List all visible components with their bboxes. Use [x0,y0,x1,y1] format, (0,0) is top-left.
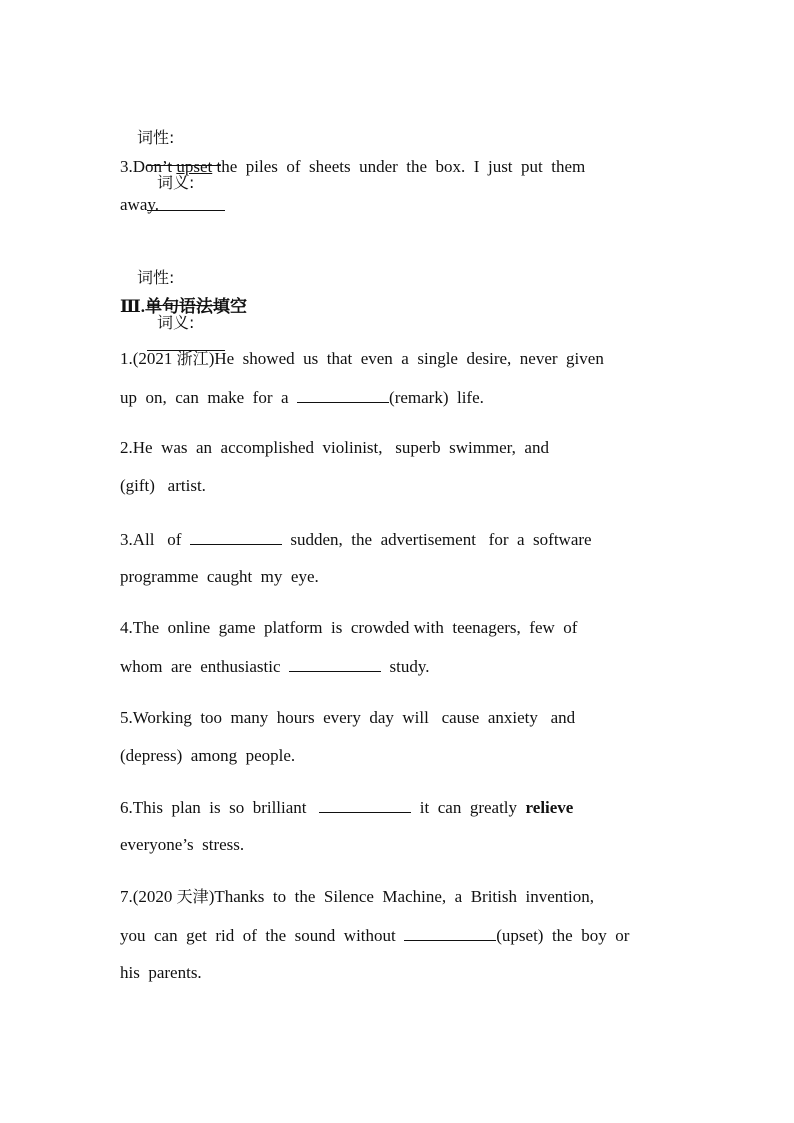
q6-text: 6.This plan is so brilliant [120,798,320,817]
s3-q4-line2 [120,655,430,678]
q1-source: 浙江 [176,349,209,368]
q7-hint: (upset) the boy or [496,926,630,945]
q1-text-2: up on, can make for a [120,388,298,407]
q7-source: 天津 [176,887,209,906]
q7-prefix: 7.(2020 [120,887,177,906]
meaning-label: 词义: [157,173,195,192]
q3-sentence [120,156,585,178]
q1-answer-blank[interactable] [297,386,389,403]
q3-prefix: 3.All of [120,530,190,549]
s3-q2-line1: 2.He was an accomplished violinist, superb swimmer, and [120,438,549,457]
s3-q7-line3: his parents. [120,963,202,982]
q7-text: )Thanks to the Silence Machine, a British invention, [208,887,594,906]
pos-label: 词性: [137,268,175,287]
q6-bold-word: relieve [525,798,574,817]
s3-q5-line2: (depress) among people. [120,746,296,765]
s3-q2-line2: (gift) artist. [120,476,206,495]
s3-q7-line1 [120,886,594,908]
q1-prefix: 1.(2021 [120,349,177,368]
q6-text-2: it can greatly [411,798,526,817]
s3-q3-line1 [120,528,592,551]
q3-text: sudden, the advertisement for a software [281,530,592,549]
q3-text: the piles of sheets under the box. I just put them [212,157,586,176]
s3-q6-line1 [120,796,573,819]
s3-q6-line2: everyone’s stress. [120,835,245,854]
q3-sentence-cont: away. [120,195,160,214]
q3-target-word: upset [176,157,213,176]
s3-q1-line1 [120,348,604,370]
q4-answer-blank[interactable] [289,655,381,672]
q1-text: )He showed us that even a single desire, never given [208,349,604,368]
q7-answer-blank[interactable] [404,924,496,941]
pos-label: 词性: [137,128,175,147]
s3-q5-line1: 5.Working too many hours every day will cause anxiety and [120,708,576,727]
s3-q3-line2: programme caught my eye. [120,567,319,586]
q7-text-2: you can get rid of the sound without [120,926,405,945]
q4-text-2: study. [381,657,430,676]
s3-q1-line2 [120,386,484,409]
q3-number: 3.Don’t [120,157,177,176]
q1-hint: (remark) life. [389,388,484,407]
meaning-label: 词义: [157,313,195,332]
q4-text: whom are enthusiastic [120,657,290,676]
q3-answer-blank[interactable] [190,528,282,545]
s3-q4-line1: 4.The online game platform is crowded with teenagers, few of [120,618,578,637]
s3-q7-line2 [120,924,629,947]
section-heading: Ⅲ.单句语法填空 [120,297,247,316]
q6-answer-blank[interactable] [319,796,411,813]
